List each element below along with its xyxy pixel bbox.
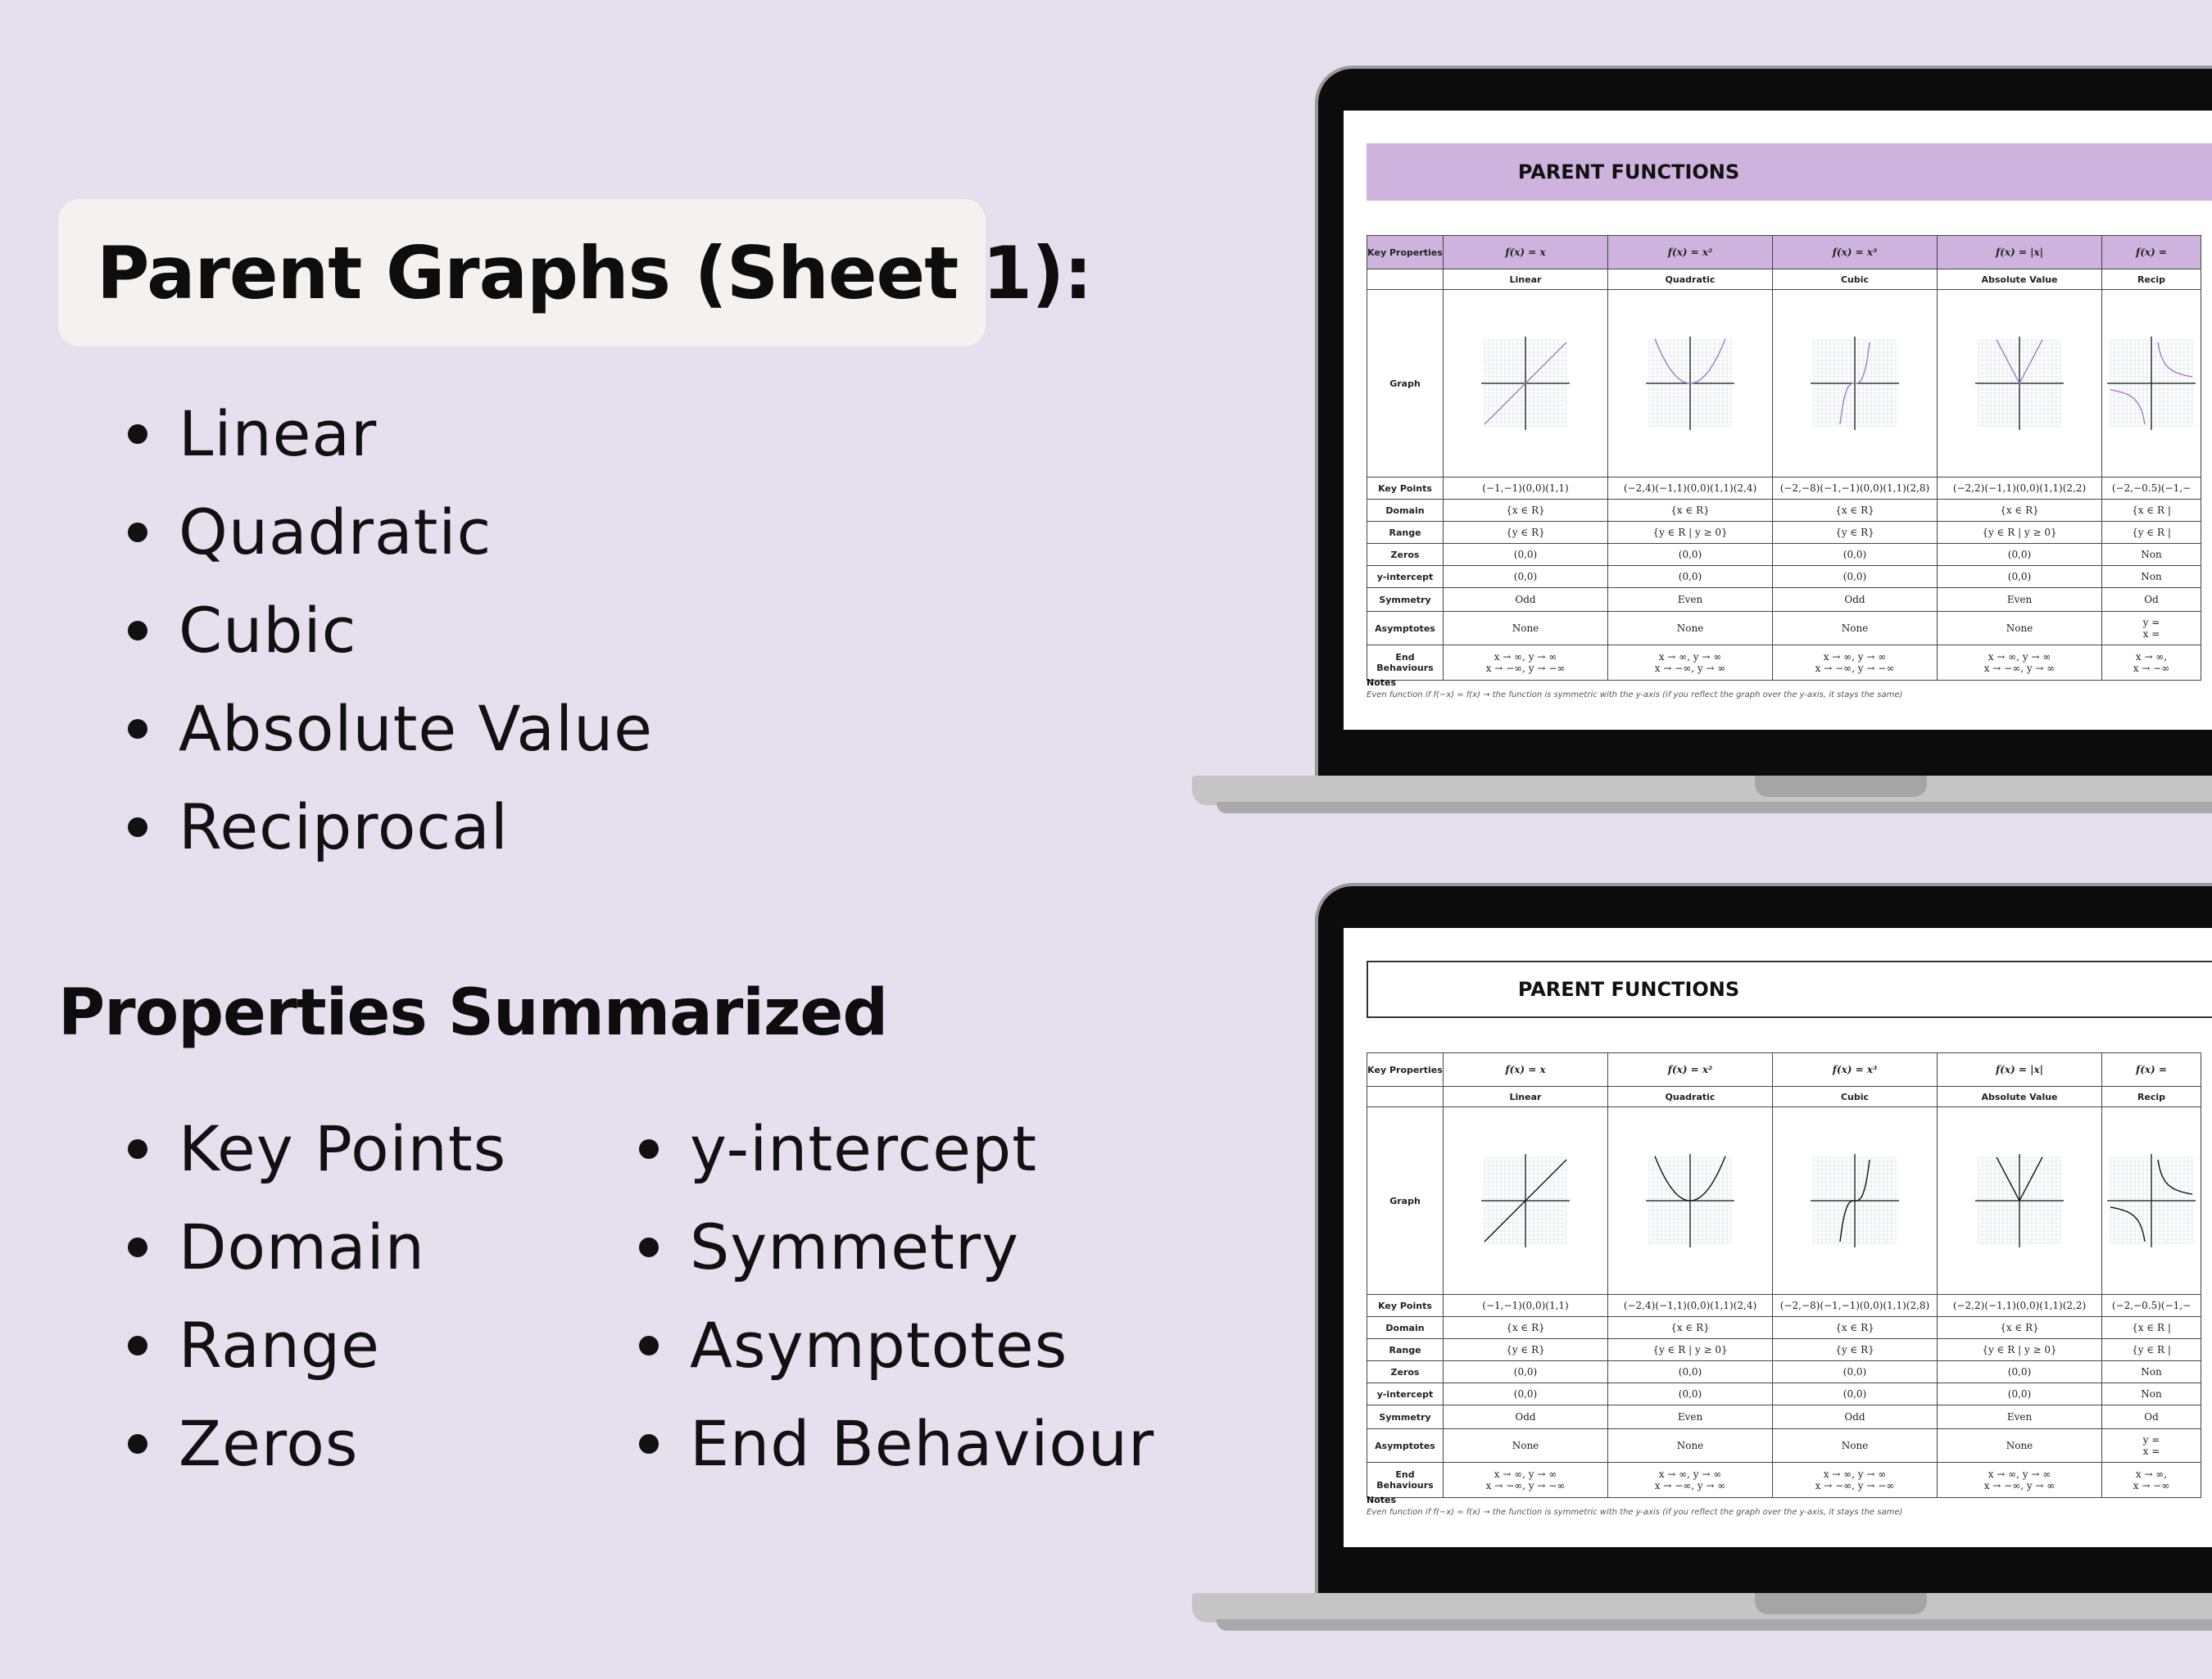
- graph-cell: [1938, 290, 2102, 477]
- property-row: [1367, 1383, 2201, 1405]
- property-value: Non: [2102, 566, 2201, 588]
- property-label: Symmetry: [1367, 1405, 1444, 1429]
- list-item: Domain: [128, 1198, 506, 1297]
- graph-row: [1367, 1107, 2201, 1295]
- function-formula: f(x) =: [2102, 236, 2201, 269]
- property-value: {x ∈ R}: [1938, 500, 2102, 522]
- list-item: Symmetry: [639, 1198, 1154, 1297]
- property-value: Od: [2102, 588, 2201, 612]
- notes-label: Notes: [1367, 677, 1397, 688]
- property-row: [1367, 1317, 2201, 1339]
- function-formula: f(x) = x²: [1608, 1053, 1773, 1087]
- function-name: Cubic: [1773, 1087, 1938, 1107]
- property-value: {x ∈ R |: [2102, 1317, 2201, 1339]
- formula-row: [1367, 236, 2201, 269]
- property-value: Non: [2102, 1383, 2201, 1405]
- function-name: Recip: [2102, 1087, 2201, 1107]
- bullet-icon: [128, 1336, 147, 1355]
- graph-cell: [1608, 1107, 1773, 1295]
- laptop-base-shadow: [1217, 802, 2212, 813]
- function-graph: [1480, 1152, 1571, 1249]
- function-graph: [1974, 1152, 2065, 1249]
- doc-title-bar: PARENT FUNCTIONS: [1367, 143, 2212, 201]
- property-row: [1367, 612, 2201, 645]
- properties-list-right: [639, 1100, 1154, 1493]
- bullet-icon: [128, 424, 147, 444]
- parent-graphs-list: [128, 385, 653, 876]
- property-value: (0,0): [1444, 566, 1608, 588]
- blank-cell: [1367, 269, 1444, 290]
- property-value: x → ∞, y → ∞ x → −∞, y → −∞: [1773, 1463, 1938, 1498]
- property-value: None: [1444, 1429, 1608, 1463]
- function-graph: [2105, 335, 2197, 432]
- function-name: Linear: [1444, 1087, 1608, 1107]
- notes-label: Notes: [1367, 1495, 1397, 1505]
- list-item: Key Points: [128, 1100, 506, 1198]
- property-label: Zeros: [1367, 1361, 1444, 1383]
- function-graph: [1809, 1152, 1901, 1249]
- bullet-icon: [128, 817, 147, 837]
- property-value: (−1,−1)(0,0)(1,1): [1444, 477, 1608, 500]
- function-formula: f(x) = x³: [1773, 236, 1938, 269]
- parent-functions-table: [1367, 1052, 2201, 1498]
- bullet-icon: [128, 1139, 147, 1159]
- bullet-icon: [639, 1434, 659, 1454]
- list-item: Linear: [128, 385, 653, 483]
- property-value: {y ∈ R | y ≥ 0}: [1608, 522, 1773, 544]
- graph-cell: [1773, 1107, 1938, 1295]
- laptop-base: [1192, 776, 2212, 805]
- bullet-icon: [639, 1139, 659, 1159]
- property-value: (0,0): [1938, 1361, 2102, 1383]
- property-value: (0,0): [1608, 1383, 1773, 1405]
- laptop-screen: [1344, 111, 2212, 730]
- laptop-screen: [1344, 928, 2212, 1547]
- function-graph: [1480, 335, 1571, 432]
- notes-text: Even function if f(−x) = f(x) → the function is symmetric with the y-axis (if you reflect the graph over the y-axis, it stays the same): [1367, 690, 1903, 699]
- bullet-icon: [639, 1336, 659, 1355]
- graph-row: [1367, 290, 2201, 477]
- property-value: (−2,−0.5)(−1,−: [2102, 477, 2201, 500]
- laptop-base-shadow: [1217, 1619, 2212, 1631]
- property-value: None: [1608, 612, 1773, 645]
- property-row: [1367, 645, 2201, 681]
- property-value: None: [1773, 1429, 1938, 1463]
- property-value: {x ∈ R}: [1608, 500, 1773, 522]
- laptop-notch: [1755, 1593, 1927, 1614]
- property-label: Zeros: [1367, 544, 1444, 566]
- property-value: {x ∈ R}: [1444, 500, 1608, 522]
- page-title: Parent Graphs (Sheet 1):: [97, 231, 1092, 315]
- bullet-icon: [128, 1434, 147, 1454]
- property-value: None: [1444, 612, 1608, 645]
- property-value: (−2,4)(−1,1)(0,0)(1,1)(2,4): [1608, 1295, 1773, 1317]
- property-label: Symmetry: [1367, 588, 1444, 612]
- property-value: {x ∈ R}: [1773, 1317, 1938, 1339]
- bullet-icon: [128, 1238, 147, 1257]
- graph-cell: [1444, 1107, 1608, 1295]
- laptop-mockup-bw: [1192, 883, 2212, 1632]
- property-value: x → ∞, y → ∞ x → −∞, y → −∞: [1444, 645, 1608, 681]
- property-value: (0,0): [1444, 544, 1608, 566]
- property-row: [1367, 1339, 2201, 1361]
- property-value: None: [1608, 1429, 1773, 1463]
- graph-cell: [1444, 290, 1608, 477]
- property-value: (0,0): [1773, 1383, 1938, 1405]
- property-value: (0,0): [1444, 1383, 1608, 1405]
- property-label: Domain: [1367, 1317, 1444, 1339]
- graph-cell: [1938, 1107, 2102, 1295]
- property-value: {x ∈ R}: [1773, 500, 1938, 522]
- property-value: (0,0): [1608, 544, 1773, 566]
- property-value: Odd: [1444, 1405, 1608, 1429]
- property-label: Asymptotes: [1367, 612, 1444, 645]
- function-formula: f(x) = |x|: [1938, 1053, 2102, 1087]
- property-label: Key Points: [1367, 477, 1444, 500]
- property-value: {y ∈ R | y ≥ 0}: [1938, 522, 2102, 544]
- property-value: x → ∞, y → ∞ x → −∞, y → ∞: [1938, 645, 2102, 681]
- property-value: {y ∈ R | y ≥ 0}: [1608, 1339, 1773, 1361]
- property-value: (−2,−8)(−1,−1)(0,0)(1,1)(2,8): [1773, 477, 1938, 500]
- bullet-icon: [128, 621, 147, 640]
- section-heading: Properties Summarized: [58, 976, 888, 1050]
- property-label: End Behaviours: [1367, 1463, 1444, 1498]
- property-value: x → ∞, y → ∞ x → −∞, y → ∞: [1938, 1463, 2102, 1498]
- property-value: Od: [2102, 1405, 2201, 1429]
- function-formula: f(x) = x²: [1608, 236, 1773, 269]
- property-value: x → ∞, x → −∞: [2102, 645, 2201, 681]
- property-row: [1367, 1429, 2201, 1463]
- property-value: Even: [1938, 588, 2102, 612]
- function-name: Quadratic: [1608, 269, 1773, 290]
- function-name: Linear: [1444, 269, 1608, 290]
- function-formula: f(x) = x³: [1773, 1053, 1938, 1087]
- formula-row: [1367, 1053, 2201, 1087]
- property-value: (−1,−1)(0,0)(1,1): [1444, 1295, 1608, 1317]
- property-value: (0,0): [1608, 1361, 1773, 1383]
- property-value: (−2,2)(−1,1)(0,0)(1,1)(2,2): [1938, 1295, 2102, 1317]
- property-value: (0,0): [1773, 1361, 1938, 1383]
- property-value: (0,0): [1773, 566, 1938, 588]
- function-graph: [2105, 1152, 2197, 1249]
- property-value: (−2,−8)(−1,−1)(0,0)(1,1)(2,8): [1773, 1295, 1938, 1317]
- property-value: Non: [2102, 544, 2201, 566]
- graph-label: Graph: [1367, 290, 1444, 477]
- property-row: [1367, 566, 2201, 588]
- property-value: {y ∈ R}: [1773, 1339, 1938, 1361]
- property-value: None: [1773, 612, 1938, 645]
- list-item: Reciprocal: [128, 778, 653, 876]
- property-value: (−2,−0.5)(−1,−: [2102, 1295, 2201, 1317]
- property-row: [1367, 500, 2201, 522]
- property-value: None: [1938, 1429, 2102, 1463]
- function-graph: [1644, 1152, 1736, 1249]
- property-value: {y ∈ R}: [1444, 522, 1608, 544]
- list-item: Cubic: [128, 582, 653, 680]
- property-label: y-intercept: [1367, 566, 1444, 588]
- property-value: Odd: [1773, 588, 1938, 612]
- function-formula: f(x) = |x|: [1938, 236, 2102, 269]
- property-value: Even: [1938, 1405, 2102, 1429]
- property-row: [1367, 522, 2201, 544]
- property-value: (0,0): [1773, 544, 1938, 566]
- property-row: [1367, 1463, 2201, 1498]
- property-value: {y ∈ R}: [1444, 1339, 1608, 1361]
- function-graph: [1644, 335, 1736, 432]
- bullet-icon: [128, 719, 147, 739]
- property-row: [1367, 1405, 2201, 1429]
- function-name: Quadratic: [1608, 1087, 1773, 1107]
- function-name: Recip: [2102, 269, 2201, 290]
- property-value: {x ∈ R |: [2102, 500, 2201, 522]
- name-row: [1367, 269, 2201, 290]
- property-value: {x ∈ R}: [1938, 1317, 2102, 1339]
- bullet-icon: [128, 523, 147, 542]
- list-item: Range: [128, 1297, 506, 1395]
- property-value: (0,0): [1608, 566, 1773, 588]
- corner-label: Key Properties: [1367, 236, 1444, 269]
- property-row: [1367, 544, 2201, 566]
- property-value: x → ∞, x → −∞: [2102, 1463, 2201, 1498]
- property-value: y = x =: [2102, 1429, 2201, 1463]
- graph-cell: [2102, 290, 2201, 477]
- property-value: Even: [1608, 1405, 1773, 1429]
- property-value: {x ∈ R}: [1444, 1317, 1608, 1339]
- property-value: None: [1938, 612, 2102, 645]
- laptop-mockup-purple: [1192, 66, 2212, 815]
- property-value: {x ∈ R}: [1608, 1317, 1773, 1339]
- laptop-notch: [1755, 776, 1927, 797]
- property-label: Range: [1367, 1339, 1444, 1361]
- property-label: Range: [1367, 522, 1444, 544]
- property-value: (0,0): [1444, 1361, 1608, 1383]
- property-value: Odd: [1773, 1405, 1938, 1429]
- property-value: {y ∈ R | y ≥ 0}: [1938, 1339, 2102, 1361]
- function-graph: [1974, 335, 2065, 432]
- property-row: [1367, 477, 2201, 500]
- list-item: End Behaviour: [639, 1395, 1154, 1493]
- property-value: (0,0): [1938, 544, 2102, 566]
- property-value: {y ∈ R |: [2102, 1339, 2201, 1361]
- function-name: Absolute Value: [1938, 269, 2102, 290]
- bullet-icon: [639, 1238, 659, 1257]
- property-value: (0,0): [1938, 1383, 2102, 1405]
- function-name: Cubic: [1773, 269, 1938, 290]
- property-value: (−2,4)(−1,1)(0,0)(1,1)(2,4): [1608, 477, 1773, 500]
- corner-label: Key Properties: [1367, 1053, 1444, 1087]
- notes-text: Even function if f(−x) = f(x) → the function is symmetric with the y-axis (if you reflect the graph over the y-axis, it stays the same): [1367, 1508, 1903, 1517]
- blank-cell: [1367, 1087, 1444, 1107]
- list-item: Absolute Value: [128, 680, 653, 778]
- function-graph: [1809, 335, 1901, 432]
- parent-functions-table: [1367, 235, 2201, 681]
- function-name: Absolute Value: [1938, 1087, 2102, 1107]
- property-value: y = x =: [2102, 612, 2201, 645]
- properties-list-left: [128, 1100, 506, 1493]
- list-item: Asymptotes: [639, 1297, 1154, 1395]
- list-item: Zeros: [128, 1395, 506, 1493]
- property-value: x → ∞, y → ∞ x → −∞, y → ∞: [1608, 645, 1773, 681]
- property-value: {y ∈ R |: [2102, 522, 2201, 544]
- property-value: Even: [1608, 588, 1773, 612]
- property-label: Domain: [1367, 500, 1444, 522]
- function-formula: f(x) = x: [1444, 1053, 1608, 1087]
- function-formula: f(x) =: [2102, 1053, 2201, 1087]
- property-row: [1367, 588, 2201, 612]
- graph-cell: [1773, 290, 1938, 477]
- property-value: Non: [2102, 1361, 2201, 1383]
- doc-title-bar: PARENT FUNCTIONS: [1367, 961, 2212, 1018]
- list-item: Quadratic: [128, 483, 653, 582]
- graph-cell: [1608, 290, 1773, 477]
- property-row: [1367, 1295, 2201, 1317]
- graph-label: Graph: [1367, 1107, 1444, 1295]
- function-formula: f(x) = x: [1444, 236, 1608, 269]
- property-value: x → ∞, y → ∞ x → −∞, y → −∞: [1773, 645, 1938, 681]
- property-label: y-intercept: [1367, 1383, 1444, 1405]
- property-value: Odd: [1444, 588, 1608, 612]
- property-value: (0,0): [1938, 566, 2102, 588]
- property-label: Asymptotes: [1367, 1429, 1444, 1463]
- property-label: Key Points: [1367, 1295, 1444, 1317]
- property-value: {y ∈ R}: [1773, 522, 1938, 544]
- laptop-base: [1192, 1593, 2212, 1622]
- property-row: [1367, 1361, 2201, 1383]
- property-label: End Behaviours: [1367, 645, 1444, 681]
- list-item: y-intercept: [639, 1100, 1154, 1198]
- property-value: x → ∞, y → ∞ x → −∞, y → ∞: [1608, 1463, 1773, 1498]
- graph-cell: [2102, 1107, 2201, 1295]
- property-value: x → ∞, y → ∞ x → −∞, y → −∞: [1444, 1463, 1608, 1498]
- property-value: (−2,2)(−1,1)(0,0)(1,1)(2,2): [1938, 477, 2102, 500]
- name-row: [1367, 1087, 2201, 1107]
